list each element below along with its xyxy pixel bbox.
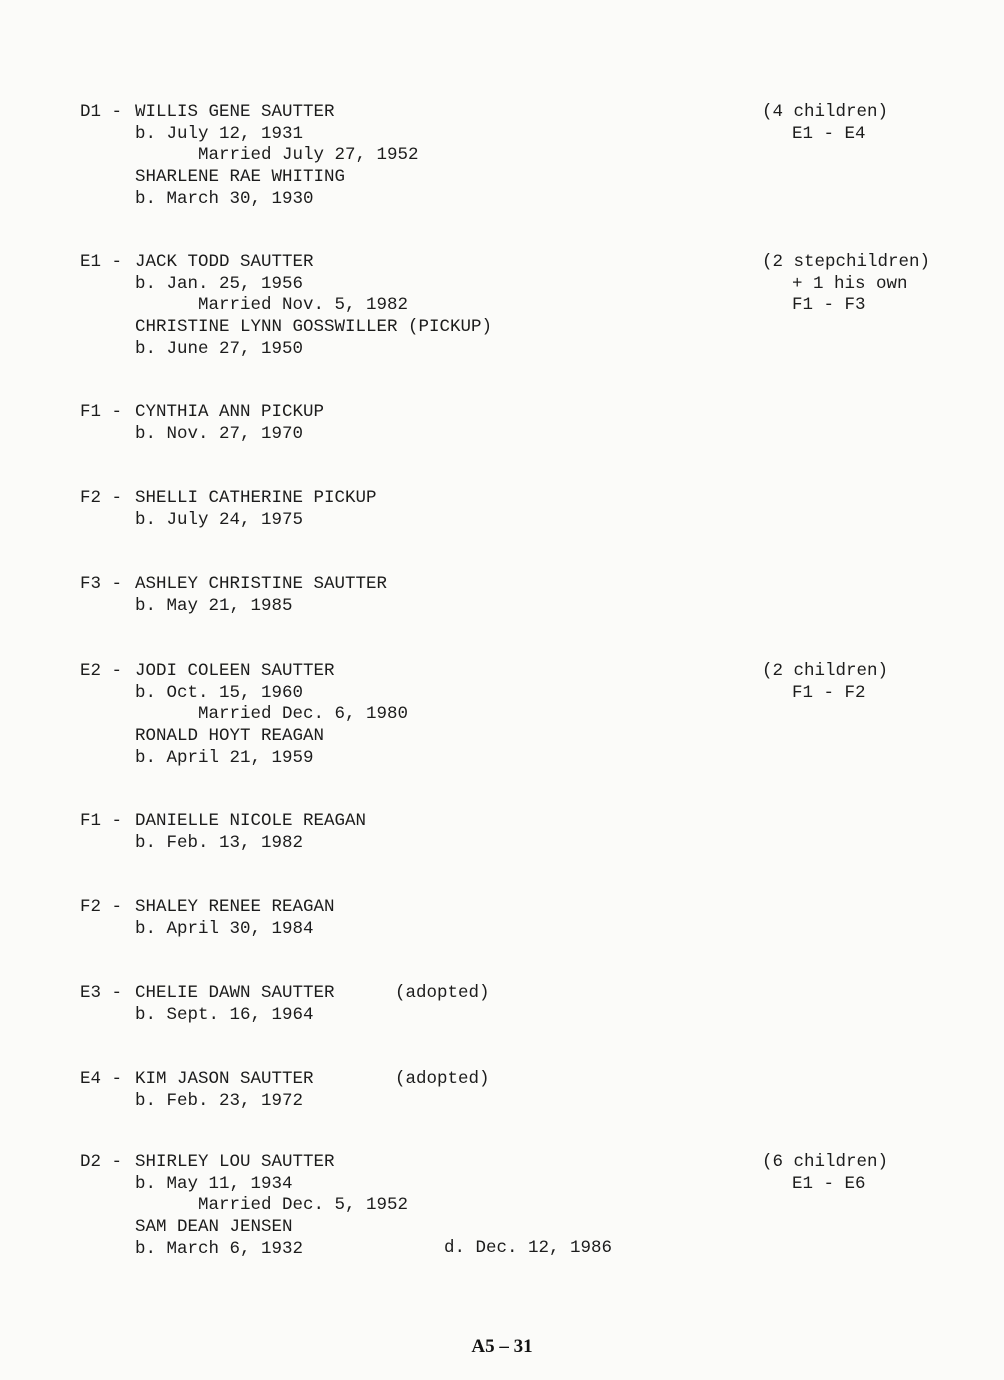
children-range: E1 - E6 (792, 1174, 866, 1194)
entry-code: E4 - (80, 1069, 123, 1089)
entry-code: E2 - (80, 661, 123, 681)
person-name: SHIRLEY LOU SAUTTER (135, 1152, 335, 1172)
spouse-birth-date: b. March 30, 1930 (135, 189, 314, 209)
marriage-date: Married July 27, 1952 (198, 145, 419, 165)
spouse-birth-date: b. April 21, 1959 (135, 748, 314, 768)
birth-date: b. July 24, 1975 (135, 510, 304, 530)
person-name: WILLIS GENE SAUTTER (135, 102, 335, 122)
entry-code: D2 - (80, 1152, 123, 1172)
page-number: A5 – 31 (471, 1336, 533, 1357)
spouse-birth-date: b. June 27, 1950 (135, 339, 304, 359)
person-name: SHALEY RENEE REAGAN (135, 897, 335, 917)
birth-date: b. April 30, 1984 (135, 919, 314, 939)
marriage-date: Married Dec. 5, 1952 (198, 1195, 409, 1215)
marriage-date: Married Dec. 6, 1980 (198, 704, 409, 724)
birth-date: b. Feb. 13, 1982 (135, 833, 304, 853)
person-name: ASHLEY CHRISTINE SAUTTER (135, 574, 388, 594)
birth-date: b. Nov. 27, 1970 (135, 424, 304, 444)
person-name: SHELLI CATHERINE PICKUP (135, 488, 377, 508)
entry-code: F3 - (80, 574, 123, 594)
entry-code: E3 - (80, 983, 123, 1003)
adopted-note: (adopted) (395, 1069, 490, 1089)
spouse-name: CHRISTINE LYNN GOSSWILLER (PICKUP) (135, 317, 493, 337)
person-name: JODI COLEEN SAUTTER (135, 661, 335, 681)
spouse-name: SHARLENE RAE WHITING (135, 167, 346, 187)
children-count: (6 children) (762, 1152, 889, 1172)
adopted-note: (adopted) (395, 983, 490, 1003)
children-range: F1 - F2 (792, 683, 866, 703)
entry-code: F2 - (80, 488, 123, 508)
entry-code: F1 - (80, 811, 123, 831)
children-note: + 1 his own (792, 274, 908, 294)
entry-code: E1 - (80, 252, 123, 272)
children-range: F1 - F3 (792, 295, 866, 315)
spouse-birth-date: b. March 6, 1932 (135, 1239, 304, 1259)
person-name: CHELIE DAWN SAUTTER (135, 983, 335, 1003)
children-range: E1 - E4 (792, 124, 866, 144)
birth-date: b. July 12, 1931 (135, 124, 304, 144)
spouse-death-date: d. Dec. 12, 1986 (444, 1238, 613, 1258)
birth-date: b. Sept. 16, 1964 (135, 1005, 314, 1025)
entry-code: F1 - (80, 402, 123, 422)
birth-date: b. May 21, 1985 (135, 596, 293, 616)
birth-date: b. Jan. 25, 1956 (135, 274, 304, 294)
birth-date: b. Feb. 23, 1972 (135, 1091, 304, 1111)
birth-date: b. Oct. 15, 1960 (135, 683, 304, 703)
person-name: DANIELLE NICOLE REAGAN (135, 811, 367, 831)
entry-code: D1 - (80, 102, 123, 122)
children-count: (4 children) (762, 102, 889, 122)
children-count: (2 stepchildren) (762, 252, 931, 272)
marriage-date: Married Nov. 5, 1982 (198, 295, 409, 315)
spouse-name: SAM DEAN JENSEN (135, 1217, 293, 1237)
spouse-name: RONALD HOYT REAGAN (135, 726, 325, 746)
person-name: CYNTHIA ANN PICKUP (135, 402, 325, 422)
person-name: JACK TODD SAUTTER (135, 252, 314, 272)
birth-date: b. May 11, 1934 (135, 1174, 293, 1194)
person-name: KIM JASON SAUTTER (135, 1069, 314, 1089)
children-count: (2 children) (762, 661, 889, 681)
entry-code: F2 - (80, 897, 123, 917)
